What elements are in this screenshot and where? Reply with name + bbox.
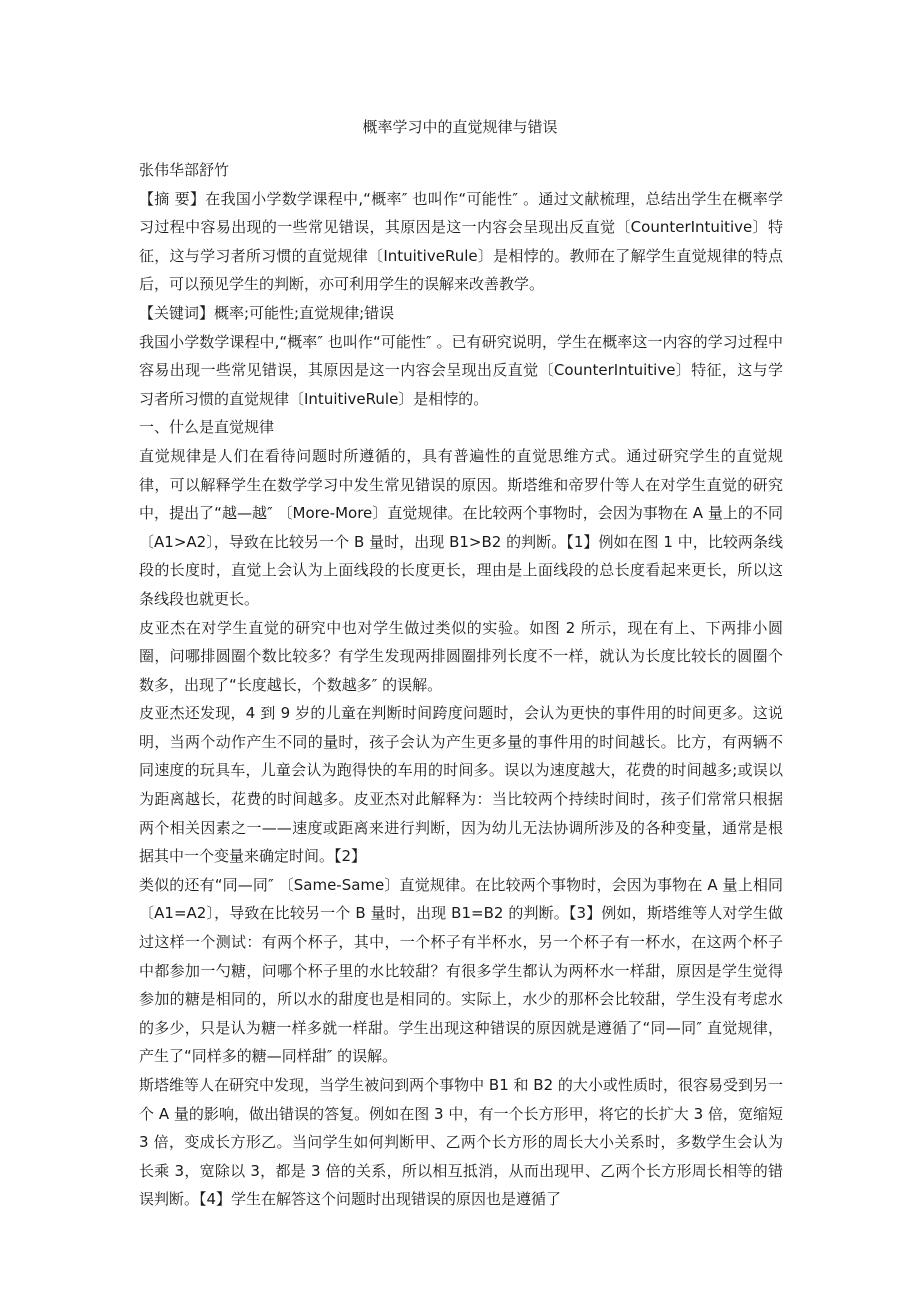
abstract-paragraph: 【摘 要】在我国小学数学课程中,“概率″ 也叫作“可能性″ 。通过文献梳理，总结出学生在概率学习过程中容易出现的一些常见错误，其原因是这一内容会呈现出反直觉〔CounterIntuitive〕特征，这与学习者所习惯的直觉规律〔IntuitiveRule〕是相悖的。教师在了解学生直觉规律的特点后，可以预见学生的判断，亦可利用学生的误解来改善教学。 <box>139 189 783 294</box>
section-heading: 一、什么是直觉规律 <box>139 418 275 437</box>
body-paragraph: 直觉规律是人们在看待问题时所遵循的，具有普遍性的直觉思维方式。通过研究学生的直觉规律，可以解释学生在数学学习中发生常见错误的原因。斯塔维和帝罗什等人在对学生直觉的研究中，提出了“越—越″ 〔More-More〕直觉规律。在比较两个事物时，会因为事物在 A 量上的不同〔A1>A2〕，导致在比较另一个 B 量时，出现 B1>B2 的判断。【1】例如在图 1 中，比较两条线段的长度时，直觉上会认为上面线段的长度更长，理由是上面线段的总长度看起来更长，所以这条线段也就更长。 <box>139 446 783 608</box>
keywords-line: 【关键词】概率;可能性;直觉规律;错误 <box>139 303 395 322</box>
document-title: 概率学习中的直觉规律与错误 <box>362 118 558 136</box>
document-body <box>139 156 783 1214</box>
body-paragraph: 皮亚杰还发现，4 到 9 岁的儿童在判断时间跨度问题时，会认为更快的事件用的时间更多。这说明，当两个动作产生不同的量时，孩子会认为产生更多量的事件用的时间越长。比方，有两辆不同速度的玩具车，儿童会认为跑得快的车用的时间多。误以为速度越大，花费的时间越多;或误以为距离越长，花费的时间越多。皮亚杰对此解释为：当比较两个持续时间时，孩子们常常只根据两个相关因素之一——速度或距离来进行判断，因为幼儿无法协调所涉及的各种变量，通常是根据其中一个变量来确定时间。【2】 <box>139 704 783 866</box>
author-line: 张伟华部舒竹 <box>139 161 230 179</box>
body-paragraph: 皮亚杰在对学生直觉的研究中也对学生做过类似的实验。如图 2 所示，现在有上、下两排小圆圈，问哪排圆圈个数比较多？有学生发现两排圆圈排列长度不一样，就认为长度比较长的圆圈个数多，出现了“长度越长，个数越多″ 的误解。 <box>139 618 783 694</box>
body-paragraph: 类似的还有“同—同″ 〔Same-Same〕直觉规律。在比较两个事物时，会因为事物在 A 量上相同〔A1=A2〕，导致在比较另一个 B 量时，出现 B1=B2 的判断。【3】例如，斯塔维等人对学生做过这样一个测试：有两个杯子，其中，一个杯子有半杯水，另一个杯子有一杯水，在这两个杯子中都参加一勺糖，问哪个杯子里的水比较甜？有很多学生都认为两杯水一样甜，原因是学生觉得参加的糖是相同的，所以水的甜度也是相同的。实际上，水少的那杯会比较甜，学生没有考虑水的多少，只是认为糖一样多就一样甜。学生出现这种错误的原因就是遵循了“同—同″ 直觉规律，产生了“同样多的糖—同样甜″ 的误解。 <box>139 875 783 1066</box>
body-paragraph: 斯塔维等人在研究中发现，当学生被问到两个事物中 B1 和 B2 的大小或性质时，很容易受到另一个 A 量的影响，做出错误的答复。例如在图 3 中，有一个长方形甲，将它的长扩大 3 倍，宽缩短 3 倍，变成长方形乙。当问学生如何判断甲、乙两个长方形的周长大小关系时，多数学生会认为长乘 3，宽除以 3，都是 3 倍的关系，所以相互抵消，从而出现甲、乙两个长方形周长相等的错误判断。【4】学生在解答这个问题时出现错误的原因也是遵循了 <box>139 1076 783 1209</box>
body-paragraph: 我国小学数学课程中,“概率″ 也叫作“可能性″ 。已有研究说明，学生在概率这一内容的学习过程中容易出现一些常见错误，其原因是这一内容会呈现出反直觉〔CounterIntuitive〕特征，这与学习者所习惯的直觉规律〔IntuitiveRule〕是相悖的。 <box>139 332 783 408</box>
